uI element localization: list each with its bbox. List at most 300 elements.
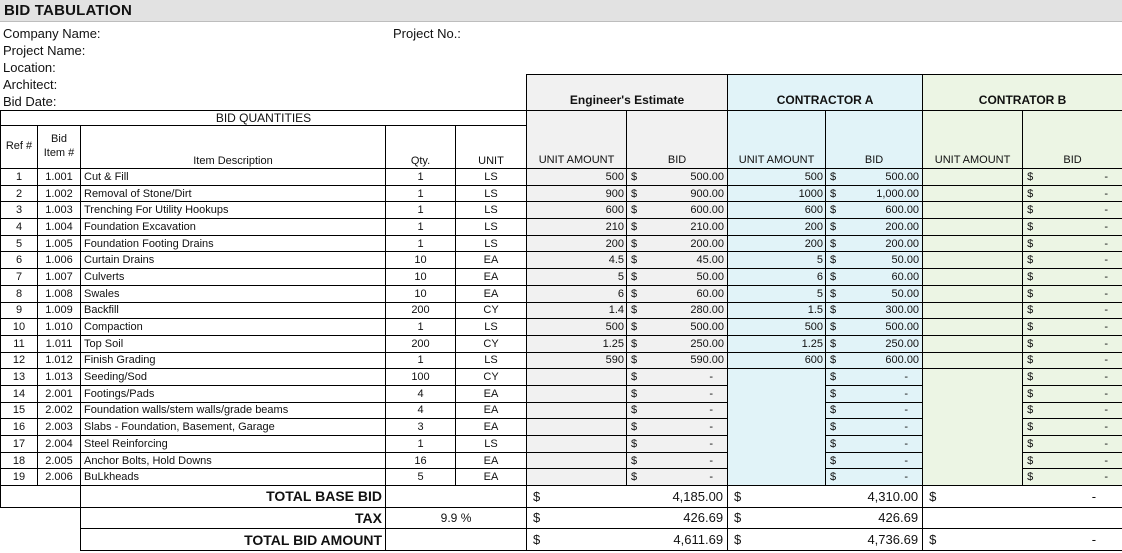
cell-unit[interactable]: LS [456, 169, 527, 186]
cell-ee-bid[interactable] [627, 352, 728, 369]
cell-ref[interactable]: 18 [1, 452, 38, 469]
cell-bid-item[interactable]: 1.005 [38, 235, 81, 252]
cell-ref[interactable]: 14 [1, 385, 38, 402]
cell-ca-bid[interactable] [826, 419, 923, 436]
currency-symbol: $ [631, 454, 638, 467]
cell-ca-bid[interactable] [826, 285, 923, 302]
cell-cb-bid[interactable] [1023, 169, 1122, 186]
cell-ca-bid[interactable] [826, 219, 923, 236]
cell-qty[interactable]: 16 [386, 452, 456, 469]
cell-ee-unit-amount[interactable] [527, 469, 627, 486]
cell-cb-bid[interactable] [1023, 335, 1122, 352]
cell-ca-unit-amount[interactable]: 200 [728, 235, 826, 252]
cell-cb-unit-amount[interactable] [923, 269, 1023, 286]
cell-unit[interactable]: CY [456, 335, 527, 352]
cell-cb-unit-amount[interactable] [923, 302, 1023, 319]
cell-bid-item[interactable]: 1.008 [38, 285, 81, 302]
cell-unit[interactable]: LS [456, 219, 527, 236]
cell-ref[interactable]: 4 [1, 219, 38, 236]
cell-ca-bid-value: - [904, 421, 909, 434]
cell-ee-bid[interactable] [627, 335, 728, 352]
currency-symbol: $ [631, 321, 638, 334]
cell-description[interactable]: Compaction [81, 319, 386, 336]
cell-unit[interactable]: EA [456, 385, 527, 402]
cell-ee-unit-amount[interactable] [527, 402, 627, 419]
currency-symbol: $ [631, 204, 638, 217]
cell-ee-unit-amount[interactable]: 1.25 [527, 335, 627, 352]
cell-ca-bid[interactable] [826, 452, 923, 469]
col-header-ee-bid: BID [627, 111, 728, 169]
cell-ref[interactable]: 5 [1, 235, 38, 252]
cell-qty[interactable]: 3 [386, 419, 456, 436]
cell-qty[interactable]: 1 [386, 169, 456, 186]
cell-ca-bid-value: 300.00 [885, 304, 920, 317]
total-base-bid-cb[interactable] [923, 486, 1122, 508]
cell-ee-unit-amount[interactable] [527, 419, 627, 436]
cell-ca-unit-amount[interactable] [728, 369, 826, 386]
cell-unit[interactable]: LS [456, 235, 527, 252]
currency-symbol: $ [631, 187, 638, 200]
cell-ca-unit-amount[interactable]: 1.25 [728, 335, 826, 352]
cell-bid-item[interactable]: 1.013 [38, 369, 81, 386]
cell-unit[interactable]: CY [456, 369, 527, 386]
cell-ca-bid-value: - [904, 437, 909, 450]
cell-ca-unit-amount[interactable]: 1000 [728, 185, 826, 202]
currency-symbol: $ [1027, 454, 1034, 467]
cell-ref[interactable]: 10 [1, 319, 38, 336]
cell-ee-unit-amount[interactable]: 500 [527, 169, 627, 186]
cell-bid-item[interactable]: 2.006 [38, 469, 81, 486]
cell-qty[interactable]: 10 [386, 269, 456, 286]
cell-ca-bid[interactable] [826, 269, 923, 286]
cell-unit[interactable]: EA [456, 285, 527, 302]
cell-ca-bid-value: 250.00 [885, 337, 920, 350]
cell-ee-bid-value: 50.00 [696, 270, 725, 283]
cell-ee-bid[interactable] [627, 436, 728, 453]
cell-unit[interactable]: LS [456, 352, 527, 369]
cell-ref[interactable]: 19 [1, 469, 38, 486]
cell-ca-unit-amount[interactable] [728, 452, 826, 469]
cell-cb-unit-amount[interactable] [923, 219, 1023, 236]
cell-description[interactable]: Curtain Drains [81, 252, 386, 269]
currency-symbol: $ [734, 510, 742, 526]
currency-symbol: $ [631, 254, 638, 267]
cell-ee-unit-amount[interactable] [527, 436, 627, 453]
cell-ee-unit-amount[interactable]: 4.5 [527, 252, 627, 269]
cell-ca-bid[interactable] [826, 319, 923, 336]
cell-ca-unit-amount[interactable] [728, 385, 826, 402]
cell-ref[interactable]: 1 [1, 169, 38, 186]
cell-ee-unit-amount[interactable] [527, 369, 627, 386]
cell-bid-item[interactable]: 1.012 [38, 352, 81, 369]
cell-ee-bid[interactable] [627, 452, 728, 469]
cell-bid-item[interactable]: 1.010 [38, 319, 81, 336]
cell-bid-item[interactable]: 1.002 [38, 185, 81, 202]
cell-ca-bid[interactable] [826, 169, 923, 186]
cell-ee-bid[interactable] [627, 385, 728, 402]
cell-cb-unit-amount[interactable] [923, 185, 1023, 202]
cell-unit[interactable]: LS [456, 319, 527, 336]
cell-ref[interactable]: 9 [1, 302, 38, 319]
cell-qty[interactable]: 1 [386, 235, 456, 252]
total-base-bid-ca[interactable] [728, 486, 923, 508]
cell-ee-bid[interactable] [627, 319, 728, 336]
architect-label: Architect: [3, 77, 58, 92]
cell-cb-bid[interactable] [1023, 219, 1122, 236]
currency-symbol: $ [1027, 220, 1034, 233]
cell-ee-bid[interactable] [627, 235, 728, 252]
tax-cb[interactable] [923, 507, 1122, 529]
cell-ee-bid[interactable] [627, 169, 728, 186]
cell-description[interactable]: Swales [81, 285, 386, 302]
cell-cb-bid[interactable] [1023, 419, 1122, 436]
cell-cb-bid[interactable] [1023, 402, 1122, 419]
cell-ref[interactable]: 12 [1, 352, 38, 369]
cell-cb-bid-value: - [1104, 421, 1109, 434]
cell-ca-unit-amount[interactable]: 1.5 [728, 302, 826, 319]
cell-ee-unit-amount[interactable]: 200 [527, 235, 627, 252]
cell-ref[interactable]: 3 [1, 202, 38, 219]
cell-ee-unit-amount[interactable] [527, 452, 627, 469]
cell-qty[interactable]: 100 [386, 369, 456, 386]
cell-description[interactable]: Culverts [81, 269, 386, 286]
cell-ca-unit-amount[interactable]: 5 [728, 252, 826, 269]
cell-unit[interactable]: EA [456, 469, 527, 486]
cell-qty[interactable]: 5 [386, 469, 456, 486]
cell-ref[interactable]: 8 [1, 285, 38, 302]
cell-ref[interactable]: 17 [1, 436, 38, 453]
cell-cb-unit-amount[interactable] [923, 319, 1023, 336]
bid-table [0, 74, 1122, 551]
table-row [1, 169, 1122, 186]
cell-cb-bid-value: - [1104, 287, 1109, 300]
cell-ref[interactable]: 2 [1, 185, 38, 202]
currency-symbol: $ [830, 237, 837, 250]
cell-description[interactable]: Slabs - Foundation, Basement, Garage [81, 419, 386, 436]
cell-ref[interactable]: 16 [1, 419, 38, 436]
cell-cb-unit-amount[interactable] [923, 335, 1023, 352]
cell-ca-bid[interactable] [826, 252, 923, 269]
cell-cb-bid[interactable] [1023, 302, 1122, 319]
cell-ca-bid[interactable] [826, 369, 923, 386]
cell-ee-bid-value: 210.00 [690, 220, 725, 233]
cell-description[interactable]: Finish Grading [81, 352, 386, 369]
cell-description[interactable]: Top Soil [81, 335, 386, 352]
currency-symbol: $ [1027, 237, 1034, 250]
col-header-ca-unit-amount: UNIT AMOUNT [728, 111, 826, 169]
cell-bid-item[interactable]: 2.001 [38, 385, 81, 402]
cell-unit[interactable]: EA [456, 269, 527, 286]
tax-rate-cell[interactable]: 9.9 % [386, 507, 527, 529]
cell-ee-unit-amount[interactable]: 210 [527, 219, 627, 236]
cell-cb-bid[interactable] [1023, 285, 1122, 302]
cell-ee-bid[interactable] [627, 252, 728, 269]
cell-qty[interactable]: 1 [386, 352, 456, 369]
cell-bid-item[interactable]: 2.003 [38, 419, 81, 436]
group-header-contractor-b: CONTRATOR B [923, 75, 1122, 111]
cell-ee-bid-value: 250.00 [690, 337, 725, 350]
cell-ee-bid[interactable] [627, 202, 728, 219]
cell-ca-bid[interactable] [826, 235, 923, 252]
cell-cb-bid-value: - [1104, 237, 1109, 250]
cell-ca-unit-amount[interactable]: 200 [728, 219, 826, 236]
cell-description[interactable]: BuLkheads [81, 469, 386, 486]
cell-unit[interactable]: LS [456, 202, 527, 219]
cell-ee-bid[interactable] [627, 219, 728, 236]
cell-qty[interactable]: 1 [386, 319, 456, 336]
currency-symbol: $ [830, 187, 837, 200]
total-bid-amount-ca[interactable] [728, 529, 923, 551]
total-bid-amount-ee[interactable] [527, 529, 728, 551]
cell-qty[interactable]: 200 [386, 302, 456, 319]
cell-unit[interactable]: LS [456, 185, 527, 202]
cell-ee-unit-amount[interactable]: 600 [527, 202, 627, 219]
cell-ca-bid-value: 600.00 [885, 354, 920, 367]
cell-description[interactable]: Foundation Excavation [81, 219, 386, 236]
total-base-bid-ee[interactable] [527, 486, 728, 508]
cell-description[interactable]: Steel Reinforcing [81, 436, 386, 453]
cell-ee-bid-value: 200.00 [690, 237, 725, 250]
page-title: BID TABULATION [4, 2, 133, 19]
cell-bid-item[interactable]: 1.007 [38, 269, 81, 286]
cell-ca-unit-amount[interactable]: 6 [728, 269, 826, 286]
cell-unit[interactable]: EA [456, 402, 527, 419]
cell-cb-unit-amount[interactable] [923, 252, 1023, 269]
bid-table-body [1, 169, 1122, 486]
cell-cb-bid[interactable] [1023, 319, 1122, 336]
currency-symbol: $ [1027, 254, 1034, 267]
cell-ca-bid[interactable] [826, 185, 923, 202]
cell-ref[interactable]: 15 [1, 402, 38, 419]
cell-ee-bid[interactable] [627, 469, 728, 486]
cell-qty[interactable]: 1 [386, 219, 456, 236]
cell-cb-unit-amount[interactable] [923, 352, 1023, 369]
cell-qty[interactable]: 200 [386, 335, 456, 352]
cell-ca-unit-amount[interactable] [728, 436, 826, 453]
cell-bid-item[interactable]: 1.009 [38, 302, 81, 319]
table-row [1, 202, 1122, 219]
cell-qty[interactable]: 10 [386, 252, 456, 269]
cell-unit[interactable]: EA [456, 419, 527, 436]
cell-description[interactable]: Cut & Fill [81, 169, 386, 186]
cell-ee-unit-amount[interactable]: 900 [527, 185, 627, 202]
currency-symbol: $ [734, 532, 742, 548]
cell-ee-bid[interactable] [627, 185, 728, 202]
currency-symbol: $ [830, 321, 837, 334]
cell-cb-unit-amount[interactable] [923, 385, 1023, 402]
col-header-bid-item [38, 126, 81, 169]
cell-bid-item[interactable]: 1.011 [38, 335, 81, 352]
currency-symbol: $ [830, 270, 837, 283]
cell-ee-bid[interactable] [627, 369, 728, 386]
cell-ca-bid-value: 50.00 [891, 254, 920, 267]
currency-symbol: $ [734, 488, 742, 504]
project-name-label: Project Name: [3, 43, 86, 58]
cell-ca-bid[interactable] [826, 385, 923, 402]
col-header-cb-unit-amount: UNIT AMOUNT [923, 111, 1023, 169]
cell-qty[interactable]: 1 [386, 202, 456, 219]
cell-ca-unit-amount[interactable]: 5 [728, 285, 826, 302]
tax-ca[interactable] [728, 507, 923, 529]
header-spacer [1, 75, 527, 111]
cell-bid-item[interactable]: 2.002 [38, 402, 81, 419]
cell-ee-unit-amount[interactable]: 5 [527, 269, 627, 286]
currency-symbol: $ [830, 437, 837, 450]
cell-ca-bid[interactable] [826, 402, 923, 419]
cell-cb-unit-amount[interactable] [923, 469, 1023, 486]
cell-ca-bid[interactable] [826, 202, 923, 219]
cell-ee-bid-value: 60.00 [696, 287, 725, 300]
cell-description[interactable]: Trenching For Utility Hookups [81, 202, 386, 219]
cell-qty[interactable]: 1 [386, 185, 456, 202]
cell-ca-bid-value: 600.00 [885, 204, 920, 217]
cell-description[interactable]: Anchor Bolts, Hold Downs [81, 452, 386, 469]
table-row [1, 436, 1122, 453]
col-header-bid-item-line2: Item # [43, 147, 75, 159]
cell-unit[interactable]: EA [456, 252, 527, 269]
cell-bid-item[interactable]: 1.003 [38, 202, 81, 219]
cell-cb-bid[interactable] [1023, 369, 1122, 386]
cell-qty[interactable]: 4 [386, 385, 456, 402]
cell-cb-unit-amount[interactable] [923, 202, 1023, 219]
cell-ee-bid[interactable] [627, 419, 728, 436]
cell-ref[interactable]: 11 [1, 335, 38, 352]
table-row [1, 369, 1122, 386]
cell-description[interactable]: Foundation walls/stem walls/grade beams [81, 402, 386, 419]
cell-bid-item[interactable]: 1.001 [38, 169, 81, 186]
cell-ca-bid-value: - [904, 371, 909, 384]
cell-ee-bid[interactable] [627, 269, 728, 286]
cell-cb-unit-amount[interactable] [923, 285, 1023, 302]
cell-ee-unit-amount[interactable]: 1.4 [527, 302, 627, 319]
cell-qty[interactable]: 1 [386, 436, 456, 453]
currency-symbol: $ [1027, 204, 1034, 217]
cell-description[interactable]: Removal of Stone/Dirt [81, 185, 386, 202]
cell-description[interactable]: Seeding/Sod [81, 369, 386, 386]
cell-cb-unit-amount[interactable] [923, 419, 1023, 436]
cell-cb-bid[interactable] [1023, 269, 1122, 286]
total-bid-amount-cb-value: - [1091, 532, 1097, 548]
cell-ee-bid-value: - [709, 371, 714, 384]
total-bid-amount-cb[interactable] [923, 529, 1122, 551]
cell-ee-bid-value: - [709, 437, 714, 450]
cell-unit[interactable]: CY [456, 302, 527, 319]
cell-ee-bid[interactable] [627, 285, 728, 302]
cell-ca-bid[interactable] [826, 335, 923, 352]
cell-ca-unit-amount[interactable] [728, 419, 826, 436]
table-row [1, 285, 1122, 302]
table-row [1, 302, 1122, 319]
table-row [1, 219, 1122, 236]
currency-symbol: $ [830, 421, 837, 434]
total-bid-amount-rate-cell[interactable] [386, 529, 527, 551]
cell-ca-bid[interactable] [826, 469, 923, 486]
currency-symbol: $ [830, 387, 837, 400]
total-base-bid-cb-value: - [1091, 488, 1097, 504]
cell-bid-item[interactable]: 2.004 [38, 436, 81, 453]
cell-ca-unit-amount[interactable]: 500 [728, 169, 826, 186]
cell-bid-item[interactable]: 1.004 [38, 219, 81, 236]
cell-unit[interactable]: LS [456, 436, 527, 453]
cell-ee-unit-amount[interactable]: 500 [527, 319, 627, 336]
cell-cb-bid[interactable] [1023, 202, 1122, 219]
cell-ca-unit-amount[interactable]: 600 [728, 202, 826, 219]
cell-cb-bid[interactable] [1023, 452, 1122, 469]
cell-ca-bid[interactable] [826, 302, 923, 319]
table-row [1, 452, 1122, 469]
tax-ee[interactable] [527, 507, 728, 529]
cell-qty[interactable]: 4 [386, 402, 456, 419]
table-row [1, 269, 1122, 286]
currency-symbol: $ [631, 220, 638, 233]
cell-cb-bid[interactable] [1023, 352, 1122, 369]
cell-ee-bid-value: 600.00 [690, 204, 725, 217]
cell-cb-unit-amount[interactable] [923, 452, 1023, 469]
cell-cb-unit-amount[interactable] [923, 436, 1023, 453]
cell-description[interactable]: Foundation Footing Drains [81, 235, 386, 252]
cell-ee-unit-amount[interactable]: 590 [527, 352, 627, 369]
tax-left-spacer [1, 507, 81, 529]
cell-ref[interactable]: 7 [1, 269, 38, 286]
cell-ee-unit-amount[interactable]: 6 [527, 285, 627, 302]
cell-qty[interactable]: 10 [386, 285, 456, 302]
cell-ee-bid-value: - [709, 421, 714, 434]
currency-symbol: $ [1027, 170, 1034, 183]
bid-quantities-header: BID QUANTITIES [1, 111, 527, 126]
cell-cb-unit-amount[interactable] [923, 369, 1023, 386]
cell-ee-bid[interactable] [627, 402, 728, 419]
cell-ca-unit-amount[interactable]: 500 [728, 319, 826, 336]
tax-ca-value: 426.69 [878, 510, 919, 526]
cell-cb-bid-value: - [1104, 354, 1109, 367]
cell-cb-bid[interactable] [1023, 436, 1122, 453]
cell-cb-bid[interactable] [1023, 385, 1122, 402]
cell-cb-bid[interactable] [1023, 469, 1122, 486]
cell-cb-bid-value: - [1104, 471, 1109, 484]
cell-ca-bid[interactable] [826, 436, 923, 453]
cell-bid-item[interactable]: 2.005 [38, 452, 81, 469]
currency-symbol: $ [631, 371, 638, 384]
cell-cb-bid[interactable] [1023, 252, 1122, 269]
cell-ref[interactable]: 6 [1, 252, 38, 269]
cell-ca-unit-amount[interactable]: 600 [728, 352, 826, 369]
cell-ee-bid-value: - [709, 471, 714, 484]
cell-cb-bid[interactable] [1023, 185, 1122, 202]
cell-cb-unit-amount[interactable] [923, 169, 1023, 186]
cell-description[interactable]: Footings/Pads [81, 385, 386, 402]
cell-cb-unit-amount[interactable] [923, 402, 1023, 419]
currency-symbol: $ [1027, 304, 1034, 317]
total-base-bid-rate-cell[interactable] [386, 486, 527, 508]
cell-ref[interactable]: 13 [1, 369, 38, 386]
cell-ca-bid[interactable] [826, 352, 923, 369]
cell-unit[interactable]: EA [456, 452, 527, 469]
cell-cb-bid[interactable] [1023, 235, 1122, 252]
total-base-bid-left-cell[interactable] [1, 486, 81, 508]
cell-ca-unit-amount[interactable] [728, 469, 826, 486]
col-header-ee-unit-amount: UNIT AMOUNT [527, 111, 627, 169]
bid-date-label: Bid Date: [3, 94, 57, 109]
cell-cb-bid-value: - [1104, 187, 1109, 200]
cell-ee-bid[interactable] [627, 302, 728, 319]
cell-bid-item[interactable]: 1.006 [38, 252, 81, 269]
cell-ee-unit-amount[interactable] [527, 385, 627, 402]
cell-ca-unit-amount[interactable] [728, 402, 826, 419]
cell-description[interactable]: Backfill [81, 302, 386, 319]
cell-cb-unit-amount[interactable] [923, 235, 1023, 252]
title-bar [0, 0, 1122, 22]
table-row [1, 335, 1122, 352]
